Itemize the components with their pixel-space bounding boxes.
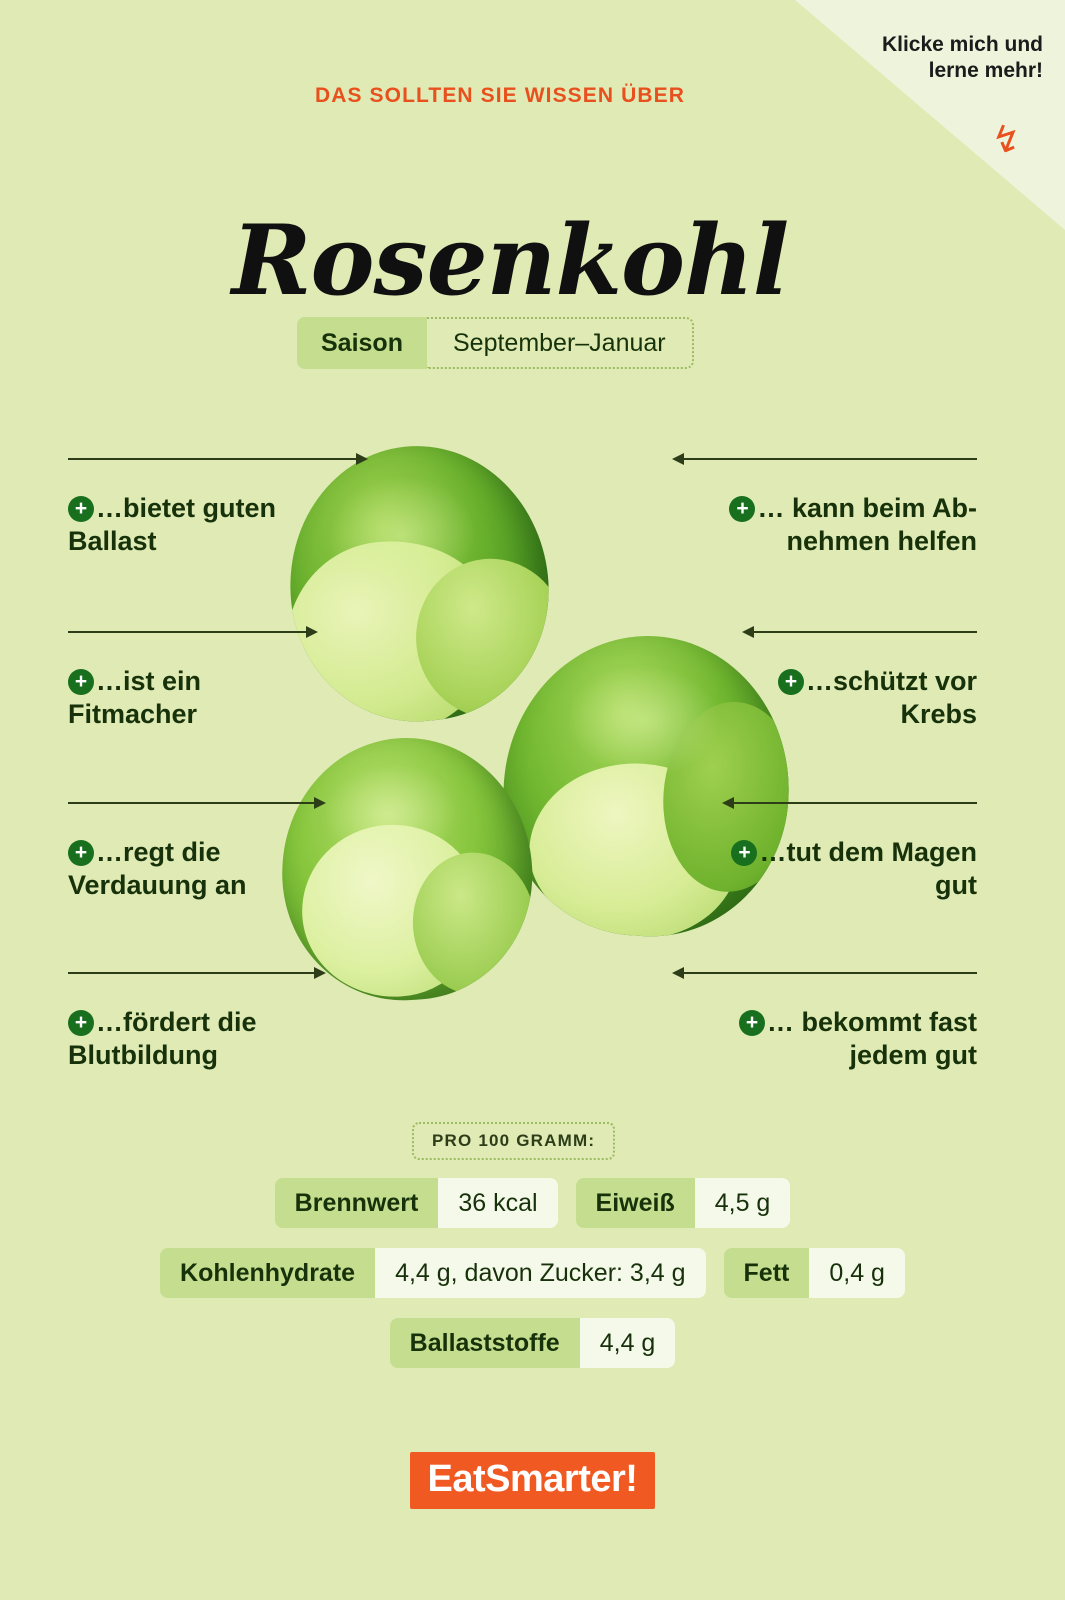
benefit-label: … bekommt fast jedem gut: [766, 1007, 977, 1070]
benefit-label: …bietet guten Ballast: [68, 493, 276, 556]
benefit-text: [722, 836, 977, 902]
nutrition-value: 4,5 g: [695, 1178, 791, 1228]
benefit-label: …ist ein Fitmacher: [68, 666, 202, 729]
nutrition-pair: [724, 1248, 905, 1298]
benefit-item-right-3: [722, 796, 977, 902]
nutrition-row: [0, 1318, 1065, 1368]
benefit-text: [68, 492, 368, 558]
benefit-item-left-2: [68, 625, 318, 731]
benefit-item-left-4: [68, 966, 326, 1072]
benefit-text: [672, 492, 977, 558]
nutrition-value: 4,4 g, davon Zucker: 3,4 g: [375, 1248, 705, 1298]
season-value: September–Januar: [427, 317, 694, 369]
benefit-text: [68, 836, 326, 902]
benefit-item-left-1: [68, 452, 368, 558]
pointer-line-icon: [742, 625, 977, 639]
nutrition-pair: [275, 1178, 558, 1228]
plus-icon: +: [739, 1010, 765, 1036]
nutrition-value: 36 kcal: [438, 1178, 557, 1228]
brand-logo-label: EatSmarter!: [410, 1452, 656, 1509]
nutrition-pair: [576, 1178, 791, 1228]
nutrition-heading: PRO 100 GRAMM:: [412, 1122, 615, 1160]
nutrition-row: [0, 1248, 1065, 1298]
plus-icon: +: [729, 496, 755, 522]
benefit-label: …regt die Verdauung an: [68, 837, 247, 900]
benefit-label: …schützt vor Krebs: [805, 666, 977, 729]
nutrition-pair: [390, 1318, 676, 1368]
plus-icon: +: [68, 669, 94, 695]
pointer-line-icon: [68, 625, 318, 639]
nutrition-key: Ballaststoffe: [390, 1318, 580, 1368]
nutrition-value: 0,4 g: [809, 1248, 905, 1298]
benefit-text: [68, 665, 318, 731]
benefit-item-right-1: [672, 452, 977, 558]
plus-icon: +: [778, 669, 804, 695]
benefit-text: [672, 1006, 977, 1072]
benefit-text: [742, 665, 977, 731]
benefit-item-left-3: [68, 796, 326, 902]
kicker-text: DAS SOLLTEN SIE WISSEN ÜBER: [314, 84, 685, 107]
pointer-line-icon: [68, 452, 368, 466]
pointer-line-icon: [68, 796, 326, 810]
brand-logo[interactable]: [0, 1452, 1065, 1509]
nutrition-key: Brennwert: [275, 1178, 439, 1228]
benefit-text: [68, 1006, 326, 1072]
nutrition-row: [0, 1178, 1065, 1228]
plus-icon: +: [68, 1010, 94, 1036]
plus-icon: +: [731, 840, 757, 866]
season-label: Saison: [297, 317, 427, 369]
corner-ribbon[interactable]: [795, 0, 1065, 230]
nutrition-key: Eiweiß: [576, 1178, 695, 1228]
pointer-line-icon: [68, 966, 326, 980]
benefit-label: …fördert die Blutbildung: [68, 1007, 257, 1070]
benefit-label: … kann beim Ab-nehmen helfen: [757, 493, 977, 556]
plus-icon: +: [68, 840, 94, 866]
corner-ribbon-text: Klicke mich und lerne mehr!: [881, 33, 1043, 83]
nutrition-pair: [160, 1248, 706, 1298]
nutrition-key: Fett: [724, 1248, 810, 1298]
nutrition-value: 4,4 g: [580, 1318, 676, 1368]
page-title: Rosenkohl: [231, 204, 789, 318]
benefit-label: …tut dem Magen gut: [759, 837, 977, 900]
pointer-line-icon: [672, 966, 977, 980]
curved-arrow-icon: ↯: [986, 116, 1026, 163]
benefit-item-right-4: [672, 966, 977, 1072]
plus-icon: +: [68, 496, 94, 522]
pointer-line-icon: [672, 452, 977, 466]
pointer-line-icon: [722, 796, 977, 810]
season-pill: [297, 317, 694, 369]
benefit-item-right-2: [742, 625, 977, 731]
nutrition-key: Kohlenhydrate: [160, 1248, 375, 1298]
